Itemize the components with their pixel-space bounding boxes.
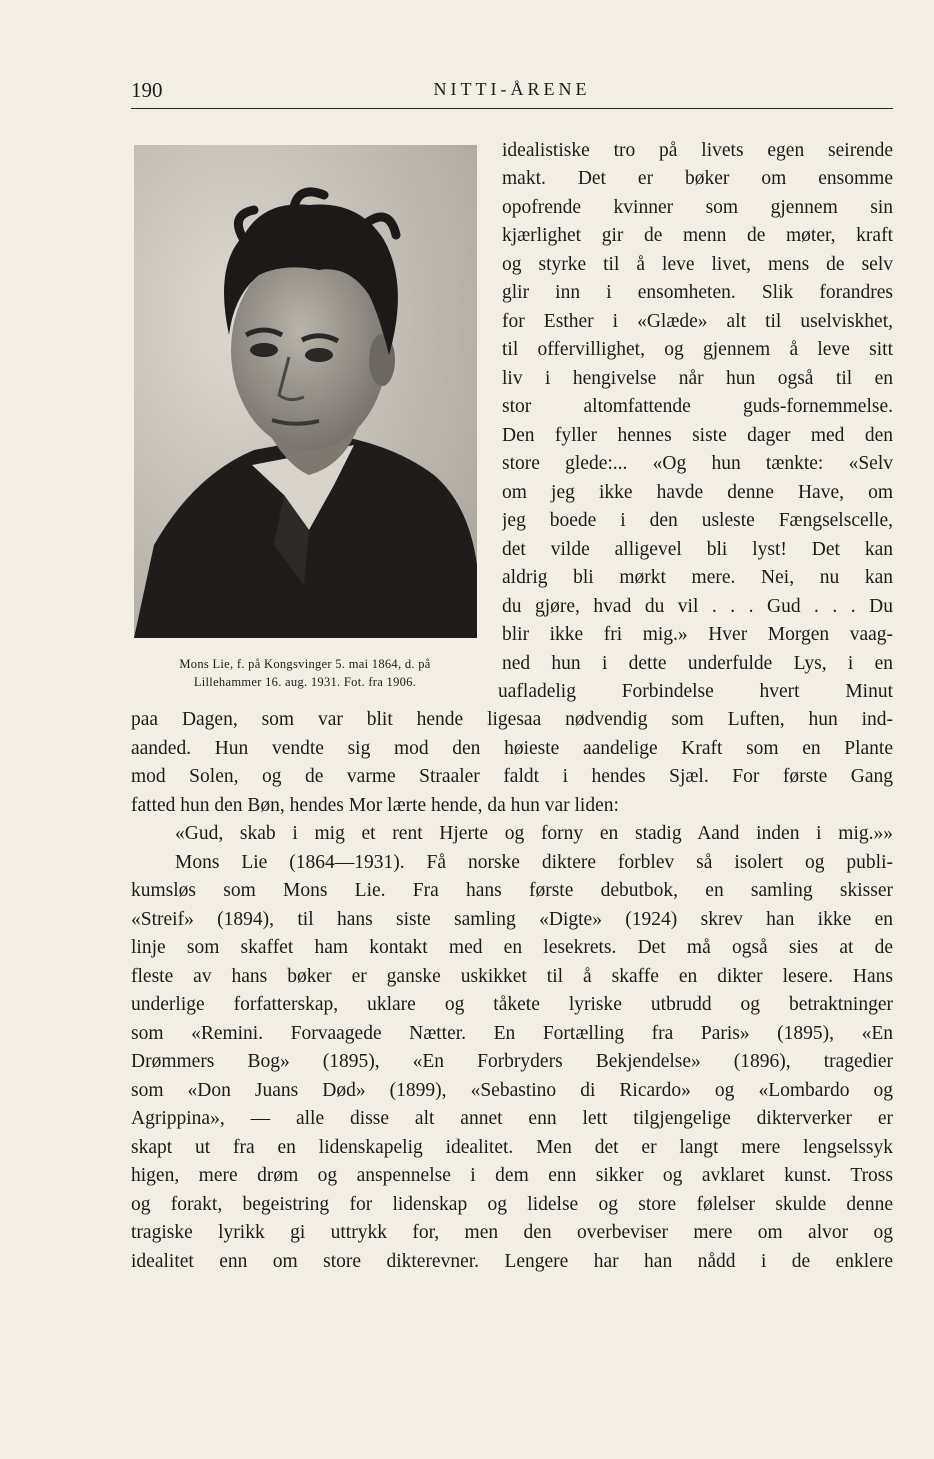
text-line: Agrippina», — alle disse alt annet enn lett tilgjengelige dikterverker er [131, 1108, 893, 1129]
text-line: glir inn i ensomheten. Slik forandres [502, 282, 893, 303]
text-line: «Gud, skab i mig et rent Hjerte og forny en stadig Aand inden i mig.»» [175, 823, 893, 844]
text-line: og styrke til å leve livet, mens de selv [502, 254, 893, 275]
text-line: opofrende kvinner som gjennem sin [502, 197, 893, 218]
text-line: makt. Det er bøker om ensomme [502, 168, 893, 189]
text-line: aldrig bli mørkt mere. Nei, nu kan [502, 567, 893, 588]
text-line: aanded. Hun vendte sig mod den høieste aandelige Kraft som en Plante [131, 738, 893, 759]
text-line: idealistiske tro på livets egen seirende [502, 140, 893, 161]
text-line: jeg boede i den usleste Fængselscelle, [502, 510, 893, 531]
text-line: det vilde alligevel bli lyst! Det kan [502, 539, 893, 560]
figure-caption [120, 655, 490, 691]
text-line: ned hun i dette underfulde Lys, i en [502, 653, 893, 674]
text-line: om jeg ikke havde denne Have, om [502, 482, 893, 503]
portrait-photo [134, 145, 477, 638]
text-line: stor altomfattende guds-fornemmelse. [502, 396, 893, 417]
text-line: Drømmers Bog» (1895), «En Forbryders Bekjendelse» (1896), tragedier [131, 1051, 893, 1072]
text-line: liv i hengivelse når hun også til en [502, 368, 893, 389]
text-line: linje som skaffet ham kontakt med en lesekrets. Det må også sies at de [131, 937, 893, 958]
text-line: mod Solen, og de varme Straaler faldt i hendes Sjæl. For første Gang [131, 766, 893, 787]
text-line: idealitet enn om store dikterevner. Lengere har han nådd i de enklere [131, 1251, 893, 1272]
text-line: og forakt, begeistring for lidenskap og lidelse og store følelser skulde denne [131, 1194, 893, 1215]
page-number: 190 [131, 78, 163, 102]
text-line: underlige forfatterskap, uklare og tåkete lyriske utbrudd og betraktninger [131, 994, 893, 1015]
text-line: tragiske lyrikk gi uttrykk for, men den overbeviser mere om alvor og [131, 1222, 893, 1243]
text-line: til offervillighet, og gjennem å leve sitt [502, 339, 893, 360]
caption-line: Mons Lie, f. på Kongsvinger 5. mai 1864, d. på [179, 657, 431, 671]
text-line: fatted hun den Bøn, hendes Mor lærte hende, da hun var liden: [131, 795, 619, 816]
text-line: blir ikke fri mig.» Hver Morgen vaag- [502, 624, 893, 645]
text-line: skapt ut fra en lidenskapelig idealitet. Men det er langt mere lengselssyk [131, 1137, 893, 1158]
text-line: «Streif» (1894), til hans siste samling «Digte» (1924) skrev han ikke en [131, 909, 893, 930]
running-title: NITTI-ÅRENE [433, 79, 591, 99]
text-line: for Esther i «Glæde» alt til uselviskhet, [502, 311, 893, 332]
text-line: Den fyller hennes siste dager med den [502, 425, 893, 446]
text-line: store glede:... «Og hun tænkte: «Selv [502, 453, 893, 474]
text-line: som «Don Juans Død» (1899), «Sebastino di Ricardo» og «Lombardo og [131, 1080, 893, 1101]
text-line: som «Remini. Forvaagede Nætter. En Fortælling fra Paris» (1895), «En [131, 1023, 893, 1044]
text-line: fleste av hans bøker er ganske uskikket til å skaffe en dikter lesere. Hans [131, 966, 893, 987]
portrait-illustration [134, 145, 477, 638]
text-line: du gjøre, hvad du vil . . . Gud . . . Du [502, 596, 893, 617]
text-line: uafladelig Forbindelse hvert Minut [498, 681, 893, 702]
text-line: kjærlighet gir de menn de møter, kraft [502, 225, 893, 246]
text-line: Mons Lie (1864—1931). Få norske diktere forblev så isolert og publi- [175, 852, 893, 873]
text-line: kumsløs som Mons Lie. Fra hans første debutbok, en samling skisser [131, 880, 893, 901]
text-line: paa Dagen, som var blit hende ligesaa nødvendig som Luften, hun ind- [131, 709, 893, 730]
header-rule [131, 108, 893, 109]
text-line: higen, mere drøm og anspennelse i dem enn sikker og avklaret kunst. Tross [131, 1165, 893, 1186]
caption-line: Lillehammer 16. aug. 1931. Fot. fra 1906. [193, 675, 417, 689]
